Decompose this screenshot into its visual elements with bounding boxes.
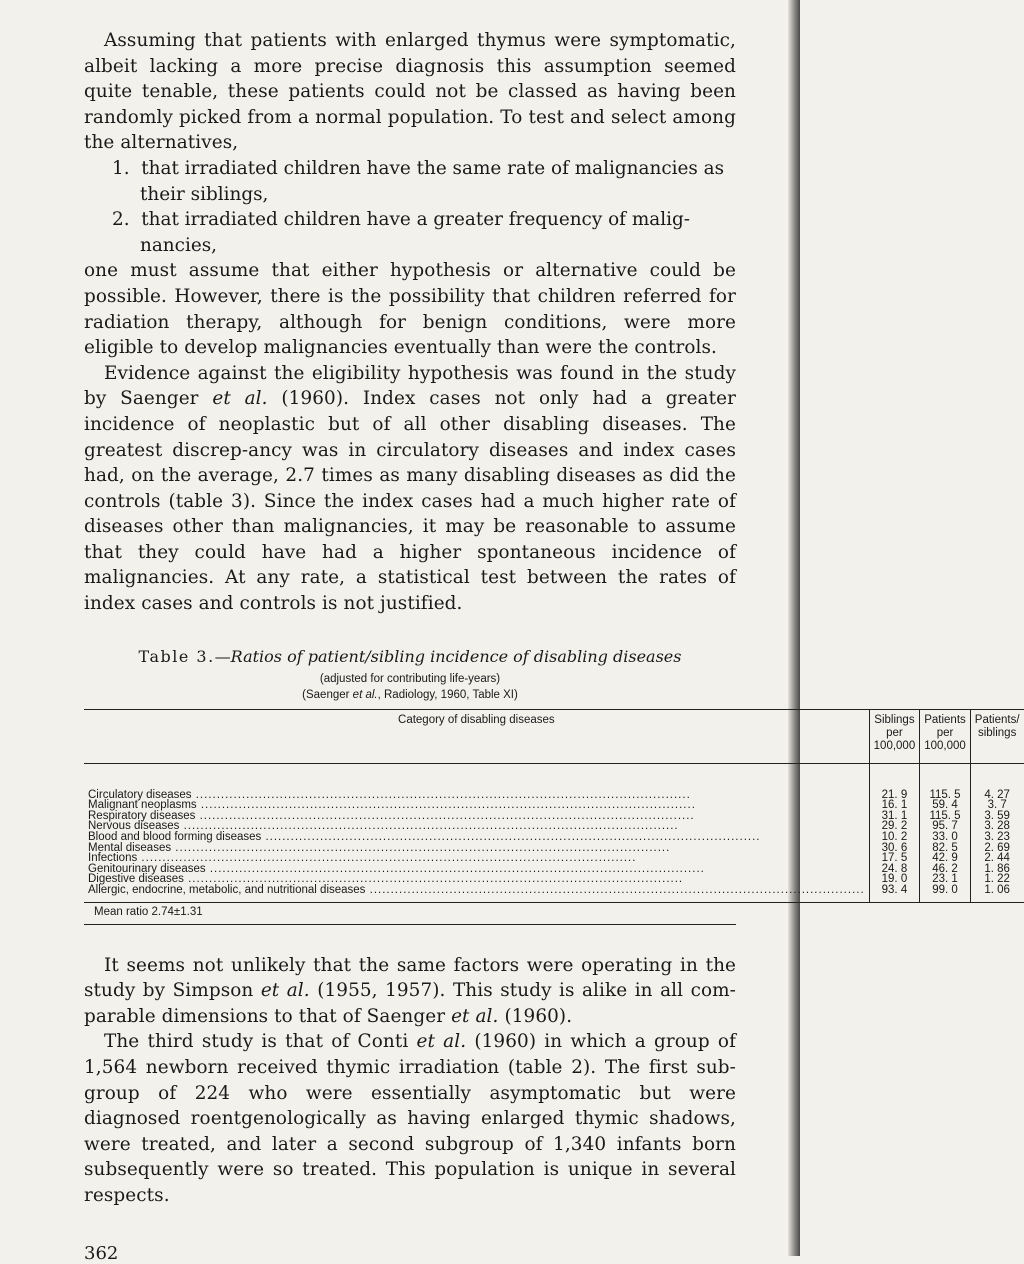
header-category: Category of disabling diseases	[84, 709, 869, 763]
header-patients: Patients per 100,000	[920, 709, 971, 763]
alternative-number: 2.	[112, 209, 130, 231]
cell-siblings: 21. 9	[869, 763, 920, 800]
cell-siblings: 17. 5	[869, 853, 920, 864]
cell-patients: 82. 5	[920, 843, 971, 854]
cell-ratio: 2. 44	[970, 853, 1023, 864]
alternative-2	[98, 207, 736, 258]
table-title: —Ratios of patient/sibling incidence of disabling diseases	[214, 646, 682, 666]
paragraph-hypothesis: one must assume that either hypothesis or alternative could be possible. However, there is the possibility that children referred for radiation therapy, although for benign conditions, were more eligible to develop malignancies eventually than were the controls.	[84, 260, 736, 359]
cell-category: Digestive diseases .....	[84, 874, 869, 885]
cell-siblings: 30. 6	[869, 843, 920, 854]
document-page	[84, 28, 1020, 1264]
text-run: (Saenger	[302, 688, 353, 701]
paragraph-simpson	[84, 953, 736, 1030]
cell-category: Mental diseases .....	[84, 843, 869, 854]
et-al: et al.	[416, 1031, 467, 1053]
cell-siblings: 16. 1	[869, 800, 920, 811]
cell-ratio: 3. 28	[970, 821, 1023, 832]
et-al: et al.	[352, 688, 378, 701]
table-row	[84, 885, 1024, 902]
et-al: et al.	[260, 980, 310, 1002]
cell-category: Genitourinary diseases .....	[84, 864, 869, 875]
cell-patients: 115. 5	[920, 763, 971, 800]
table-caption	[84, 647, 736, 667]
text-run: Evidence against the eligibility hypothesis was found in the study by Saenger	[84, 362, 736, 410]
alternative-1	[98, 156, 736, 207]
cell-category: Nervous diseases .....	[84, 821, 869, 832]
cell-patients: 23. 1	[920, 874, 971, 885]
cell-ratio: 3. 59	[970, 811, 1023, 822]
mean-ratio-note: Mean ratio 2.74±1.31	[84, 906, 736, 925]
table-subtitle-2	[84, 687, 736, 703]
cell-ratio: 2. 69	[970, 843, 1023, 854]
cell-category: Blood and blood forming diseases .....	[84, 832, 869, 843]
paragraph-intro: Assuming that patients with enlarged thymus were symptomatic, albeit lacking a more precise diagnosis this assumption seemed quite tenable, these patients could not be classed as having been randomly picked from a normal population. To test and select among the alternatives,	[84, 30, 736, 154]
text-run: (1955, 1957). This study is alike in all com-parable dimensions to that of Saenger	[84, 980, 736, 1027]
cell-category: Malignant neoplasms .....	[84, 800, 869, 811]
paragraph-evidence	[84, 361, 736, 617]
cell-ratio: 3. 7	[970, 800, 1023, 811]
cell-patients: 46. 2	[920, 864, 971, 875]
cell-ratio: 4. 27	[970, 763, 1023, 800]
paragraph-conti	[84, 1029, 736, 1208]
table-subtitle-1: (adjusted for contributing life-years)	[319, 672, 501, 685]
disease-ratio-table	[84, 709, 1024, 903]
cell-siblings: 10. 2	[869, 832, 920, 843]
cell-patients: 42. 9	[920, 853, 971, 864]
cell-ratio: 3. 23	[970, 832, 1023, 843]
cell-ratio: 1. 22	[970, 874, 1023, 885]
cell-siblings: 93. 4	[869, 885, 920, 902]
text-run: (1960) in which a group of 1,564 newborn received thymic irradiation (table 2). The first sub-group of 224 who were essentially asymptomatic but were diagnosed roentgenologically as having enlarged thymic shadows, were treated, and later a second subgroup of 1,340 infants born subsequently were so treated. This population is unique in several respects.	[84, 1031, 736, 1206]
cell-siblings: 19. 0	[869, 874, 920, 885]
table-header-row	[84, 709, 1024, 763]
et-al: et al.	[212, 388, 268, 410]
header-siblings: Siblings per 100,000	[869, 709, 920, 763]
cell-patients: 115. 5	[920, 811, 971, 822]
text-run: The third study is that of Conti	[104, 1031, 417, 1053]
et-al: et al.	[451, 1005, 499, 1027]
page-edge-shadow	[788, 0, 800, 1256]
cell-siblings: 29. 2	[869, 821, 920, 832]
cell-category: Infections .....	[84, 853, 869, 864]
text-run: (1960).	[498, 1005, 573, 1027]
cell-category: Allergic, endocrine, metabolic, and nutritional diseases .....	[84, 885, 869, 902]
table-row	[84, 763, 1024, 800]
cell-ratio: 1. 06	[970, 885, 1023, 902]
page-number: 362	[84, 1242, 119, 1264]
cell-patients: 59. 4	[920, 800, 971, 811]
table-label: Table 3.	[138, 646, 215, 666]
cell-patients: 33. 0	[920, 832, 971, 843]
text-run: (1960). Index cases not only had a greater incidence of neoplastic but of all other disabling diseases. The greatest discrep-ancy was in circulatory diseases and index cases had, on the average, 2.7 times as many disabling diseases as did the controls (table 3). Since the index cases had a much higher rate of diseases other than malignancies, it may be reasonable to assume that they could have had a higher spontaneous incidence of malignancies. At any rate, a statistical test between the rates of index cases and controls is not justified.	[84, 388, 736, 615]
text-run: , Radiology, 1960, Table XI)	[377, 688, 518, 701]
cell-siblings: 31. 1	[869, 811, 920, 822]
cell-category: Respiratory diseases .....	[84, 811, 869, 822]
cell-patients: 99. 0	[920, 885, 971, 902]
alternative-text: that irradiated children have the same rate of malignancies as their siblings,	[140, 157, 725, 205]
cell-patients: 95. 7	[920, 821, 971, 832]
alternative-text: that irradiated children have a greater frequency of malig-nancies,	[140, 209, 690, 256]
text-run: It seems not unlikely that the same factors were operating in the study by Simpson	[84, 954, 736, 1002]
cell-category: Circulatory diseases .....	[84, 763, 869, 800]
cell-siblings: 24. 8	[869, 864, 920, 875]
cell-ratio: 1. 86	[970, 864, 1023, 875]
header-ratio: Patients/ siblings	[970, 709, 1023, 763]
alternative-number: 1.	[112, 157, 130, 179]
